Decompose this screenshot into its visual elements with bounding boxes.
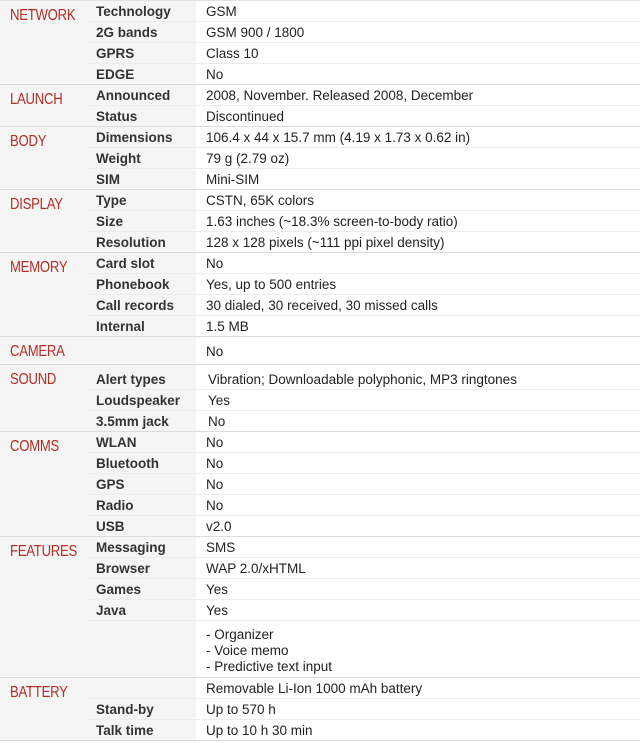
section-comms	[0, 432, 640, 537]
spec-value: 106.4 x 44 x 15.7 mm (4.19 x 1.73 x 0.62 in)	[206, 130, 471, 145]
spec-value: Mini-SIM	[206, 172, 260, 187]
spec-row-2g-bands	[86, 22, 640, 43]
spec-value: Up to 10 h 30 min	[206, 723, 313, 738]
spec-label: Type	[86, 190, 196, 210]
section-launch	[0, 85, 640, 127]
spec-row-dimensions	[86, 127, 640, 148]
spec-value: Vibration; Downloadable polyphonic, MP3 ringtones	[208, 372, 517, 387]
spec-label: Status	[86, 106, 196, 126]
spec-label: 3.5mm jack	[86, 411, 196, 431]
spec-value: Discontinued	[206, 109, 285, 124]
spec-row-stand-by	[86, 699, 640, 720]
spec-row-edge	[86, 64, 640, 84]
spec-row-bluetooth	[86, 453, 640, 474]
spec-row-resolution	[86, 232, 640, 252]
spec-value: Removable Li-Ion 1000 mAh battery	[206, 681, 423, 696]
spec-value: No	[206, 498, 224, 513]
spec-value: No	[208, 414, 226, 429]
section-title: CAMERA	[0, 337, 86, 364]
spec-label: USB	[86, 516, 196, 536]
spec-row-games	[86, 579, 640, 600]
spec-value: 30 dialed, 30 received, 30 missed calls	[206, 298, 438, 313]
spec-value: SMS	[206, 540, 236, 555]
spec-value: No	[206, 256, 224, 271]
spec-row-extras	[86, 621, 640, 677]
spec-value: Yes, up to 500 entries	[206, 277, 337, 292]
spec-value: Up to 570 h	[206, 702, 276, 717]
spec-label: Announced	[86, 85, 196, 105]
spec-label: Resolution	[86, 232, 196, 252]
section-title: MEMORY	[0, 253, 86, 336]
spec-label: Size	[86, 211, 196, 231]
spec-row-technology	[86, 1, 640, 22]
spec-label: Games	[86, 579, 196, 599]
section-title: LAUNCH	[0, 85, 86, 126]
section-display	[0, 190, 640, 253]
section-body	[0, 127, 640, 190]
spec-label: Messaging	[86, 537, 196, 557]
section-memory	[0, 253, 640, 337]
spec-label: Alert types	[86, 365, 196, 389]
spec-label: GPS	[86, 474, 196, 494]
section-title: DISPLAY	[0, 190, 86, 252]
spec-label: Java	[86, 600, 196, 620]
spec-label	[86, 621, 196, 677]
spec-value: Yes	[206, 603, 229, 618]
spec-row-sim	[86, 169, 640, 189]
spec-row-battery-type	[86, 678, 640, 699]
spec-label: Stand-by	[86, 699, 196, 719]
spec-row-type	[86, 190, 640, 211]
spec-value: WAP 2.0/xHTML	[206, 561, 306, 576]
feature-line: - Organizer	[206, 627, 274, 642]
section-title: BODY	[0, 127, 86, 189]
spec-label: Call records	[86, 295, 196, 315]
spec-label: Weight	[86, 148, 196, 168]
spec-row-usb	[86, 516, 640, 536]
spec-row-browser	[86, 558, 640, 579]
spec-value: No	[206, 67, 224, 82]
spec-value: 2008, November. Released 2008, December	[206, 88, 474, 103]
spec-row-size	[86, 211, 640, 232]
feature-line: - Predictive text input	[206, 659, 333, 674]
spec-value: v2.0	[206, 519, 232, 534]
spec-label: Bluetooth	[86, 453, 196, 473]
spec-row-3-5mm-jack	[86, 411, 640, 431]
spec-label: Radio	[86, 495, 196, 515]
spec-label: GPRS	[86, 43, 196, 63]
spec-label: Technology	[86, 1, 196, 21]
spec-label	[86, 337, 196, 364]
spec-label: WLAN	[86, 432, 196, 452]
spec-value: GSM 900 / 1800	[206, 25, 305, 40]
spec-value: 128 x 128 pixels (~111 ppi pixel density)	[206, 235, 445, 250]
spec-label: Browser	[86, 558, 196, 578]
section-sound	[0, 365, 640, 432]
spec-label: Phonebook	[86, 274, 196, 294]
spec-row-java	[86, 600, 640, 621]
section-title: SOUND	[0, 365, 86, 431]
spec-value: No	[206, 477, 224, 492]
spec-row-talk-time	[86, 720, 640, 740]
spec-value: Yes	[206, 582, 229, 597]
spec-label: Talk time	[86, 720, 196, 740]
section-features	[0, 537, 640, 678]
section-battery	[0, 678, 640, 741]
spec-value: GSM	[206, 4, 237, 19]
spec-label: Loudspeaker	[86, 390, 196, 410]
spec-value: 1.5 MB	[206, 319, 249, 334]
spec-value: CSTN, 65K colors	[206, 193, 315, 208]
spec-value: 1.63 inches (~18.3% screen-to-body ratio)	[206, 214, 458, 229]
spec-row-call-records	[86, 295, 640, 316]
spec-row-wlan	[86, 432, 640, 453]
spec-row-announced	[86, 85, 640, 106]
spec-row-gprs	[86, 43, 640, 64]
spec-row-radio	[86, 495, 640, 516]
spec-row-card-slot	[86, 253, 640, 274]
spec-row-weight	[86, 148, 640, 169]
spec-label: 2G bands	[86, 22, 196, 42]
spec-label: SIM	[86, 169, 196, 189]
spec-label: Dimensions	[86, 127, 196, 147]
spec-value: Class 10	[206, 46, 259, 61]
spec-label: Card slot	[86, 253, 196, 273]
spec-row-internal	[86, 316, 640, 336]
spec-label: EDGE	[86, 64, 196, 84]
spec-row-messaging	[86, 537, 640, 558]
spec-row-phonebook	[86, 274, 640, 295]
section-title: BATTERY	[0, 678, 86, 740]
spec-row-gps	[86, 474, 640, 495]
spec-label: Internal	[86, 316, 196, 336]
section-title: COMMS	[0, 432, 86, 536]
spec-value: No	[206, 344, 224, 359]
feature-line: - Voice memo	[206, 643, 289, 658]
spec-value: No	[206, 456, 224, 471]
spec-value: No	[206, 435, 224, 450]
spec-value: 79 g (2.79 oz)	[206, 151, 290, 166]
spec-row-loudspeaker	[86, 390, 640, 411]
spec-value: Yes	[208, 393, 231, 408]
spec-label	[86, 678, 196, 698]
spec-row-status	[86, 106, 640, 126]
section-network	[0, 1, 640, 85]
spec-row-camera	[86, 337, 640, 364]
spec-row-alert-types	[86, 365, 640, 390]
section-camera	[0, 337, 640, 365]
spec-value	[196, 621, 640, 677]
section-title: FEATURES	[0, 537, 86, 677]
section-title: NETWORK	[0, 1, 86, 84]
